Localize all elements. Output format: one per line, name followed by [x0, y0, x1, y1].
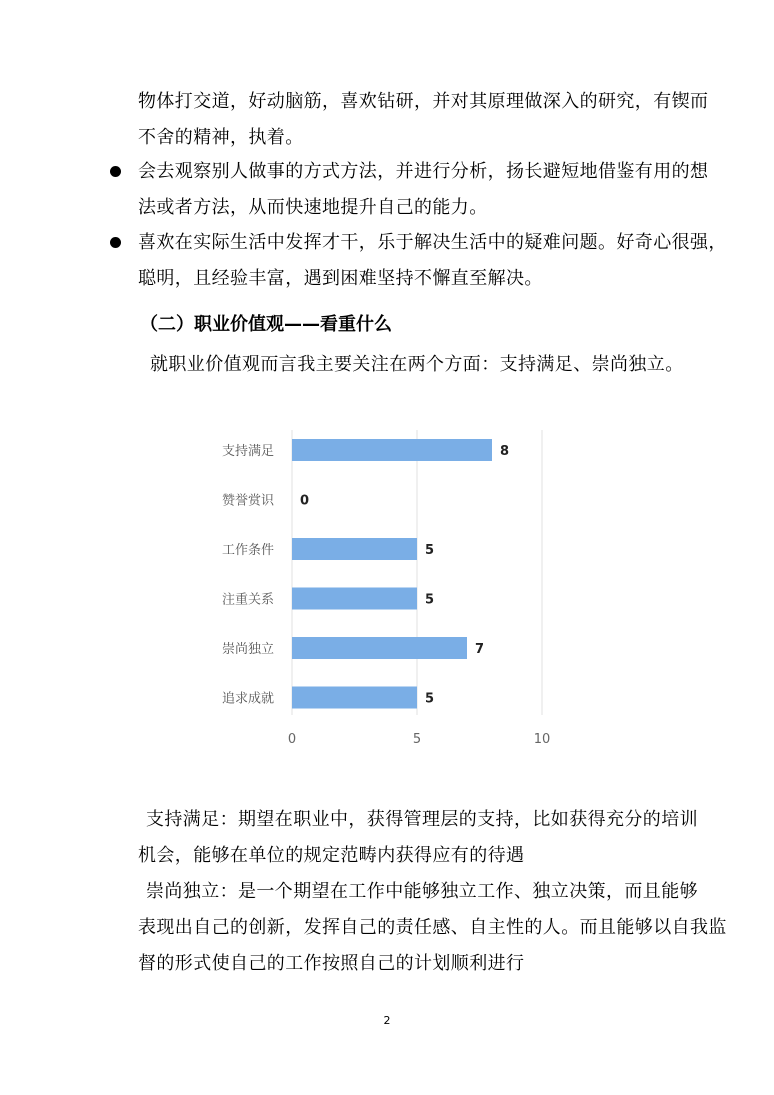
value-label: 5 — [425, 691, 435, 707]
description-line: 督的形式使自己的工作按照自己的计划顺利进行 — [138, 953, 525, 974]
category-label: 追求成就 — [221, 691, 274, 707]
x-tick-label: 5 — [412, 732, 422, 747]
x-tick-label: 10 — [533, 732, 551, 747]
category-label: 注重关系 — [221, 592, 274, 608]
bullet-line: 聪明，且经验丰富，遇到困难坚持不懈直至解决。 — [138, 268, 543, 289]
bullet-line: 喜欢在实际生活中发挥才干，乐于解决生活中的疑难问题。好奇心很强， — [138, 232, 727, 253]
value-label: 8 — [500, 444, 510, 459]
bullet-dot-icon — [110, 237, 121, 248]
bullet-line: 会去观察别人做事的方式方法，并进行分析，扬长避短地借鉴有用的想 — [138, 161, 709, 182]
x-tick-label: 0 — [287, 732, 297, 747]
bar — [292, 637, 467, 659]
bar — [292, 687, 417, 709]
value-label: 0 — [300, 493, 310, 509]
value-label: 5 — [425, 543, 435, 558]
paragraph-line: 不舍的精神，执着。 — [138, 127, 304, 148]
value-label: 7 — [475, 642, 485, 657]
paragraph-line: 物体打交道，好动脑筋，喜欢钻研，并对其原理做深入的研究，有锲而 — [138, 91, 709, 112]
chart-category-labels — [222, 443, 275, 707]
description-line: 支持满足：期望在职业中，获得管理层的支持，比如获得充分的培训 — [146, 809, 698, 830]
page-number: 2 — [383, 1014, 391, 1027]
chart-bars — [292, 439, 492, 709]
value-label: 5 — [425, 592, 435, 608]
chart-value-labels — [300, 444, 509, 707]
bullet-line: 法或者方法，从而快速地提升自己的能力。 — [138, 197, 488, 218]
category-label: 工作条件 — [221, 543, 274, 558]
bar — [292, 538, 417, 560]
description-line: 崇尚独立：是一个期望在工作中能够独立工作、独立决策，而且能够 — [146, 881, 698, 902]
description-line: 表现出自己的创新，发挥自己的责任感、自主性的人。而且能够以自我监 — [138, 917, 727, 938]
category-label: 崇尚独立 — [221, 642, 274, 657]
intro-paragraph: 就职业价值观而言我主要关注在两个方面：支持满足、崇尚独立。 — [150, 354, 684, 375]
category-label: 赞誉赏识 — [221, 493, 274, 509]
bar — [292, 588, 417, 610]
chart-x-ticks — [288, 732, 550, 747]
chart-grid — [292, 430, 542, 715]
section-heading: （二）职业价值观——看重什么 — [140, 314, 392, 335]
bullet-dot-icon — [110, 166, 121, 177]
bar — [292, 439, 492, 461]
value-bar-chart — [180, 420, 580, 750]
description-line: 机会，能够在单位的规定范畴内获得应有的待遇 — [138, 845, 525, 866]
category-label: 支持满足 — [221, 444, 274, 459]
